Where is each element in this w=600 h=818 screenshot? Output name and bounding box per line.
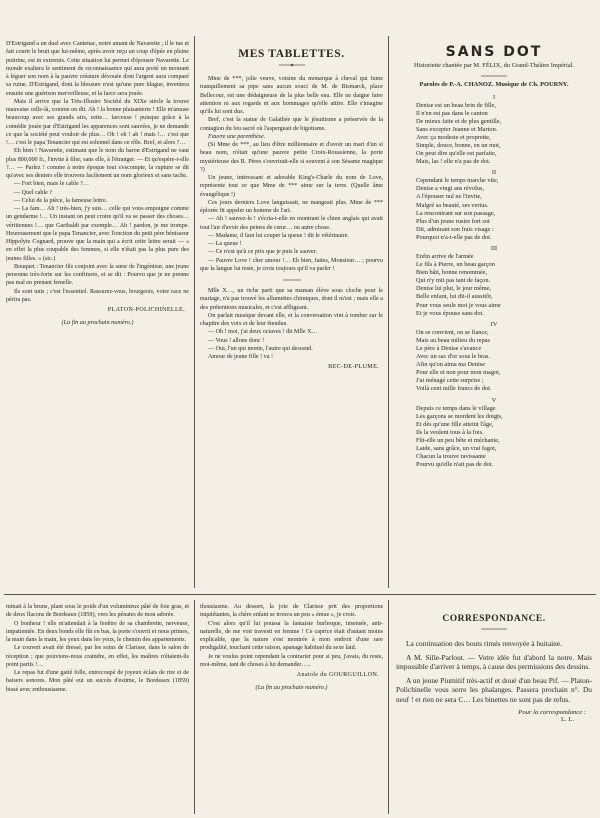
verse-line: Depuis ce temps dans le village <box>416 404 496 412</box>
paragraph: Mlle X…, un riche parti que sa maman élève sous cloche pour le mariage, n'a pas trouvé les allumettes chimiques, dont il m'est ; mais elle a des prétentions musicales, et c'est affligeant. <box>200 288 383 311</box>
verse-line: Cependant le temps marche vite, <box>416 177 499 185</box>
paragraph: — Fort bien, mais le cable ?… <box>14 181 89 188</box>
author-signature: BEC-DE-PLUME. <box>328 363 379 371</box>
verse-line: Simple, douce, bonne, en un mot, <box>416 141 501 149</box>
song-credits: Paroles de P.-A. CHANOZ. Musique de Ch. POURNY. <box>419 80 569 88</box>
verse-line: Dit, admirant son frais visage : <box>416 225 494 233</box>
paragraph: C'est alors qu'il lui poussa la fantaisie burlesque, insensée, anti-naturelle, de me voir travesti en femme ! Ce caprice était d'autant moins explicable, que la nature s'est montrée à mon endroit d'une rare prodigalité, touchant cette raison, apanage habituel du sexe laid. <box>200 620 383 652</box>
verse-line: La rencontrant sur son passage, <box>416 209 496 217</box>
verse-line: Malgré sa beauté, ses vertus. <box>416 201 489 209</box>
stanza-number: III <box>490 245 498 252</box>
verse-line: Laide, sans grâce, un vrai fagot, <box>416 444 497 452</box>
verse-line: Ils la veulent tous à la fois. <box>416 428 484 436</box>
verse-line: Chacun la trouve ravissante <box>416 453 486 461</box>
column-divider <box>194 36 195 588</box>
verse-line: Le père à Denise s'avance <box>416 344 482 352</box>
paragraph: — Ah ! sauvez-le ! s'écria-t-elle en montrant le chien anglais qui avait tout l'air d'avoir des peines de cœur… ou autre chose. <box>200 216 383 231</box>
paragraph: Ces jours derniers Love languissait, ne mangeait plus. Mme de *** éplorée fit appeler un homme de l'art. <box>200 199 383 214</box>
paragraph: Amour de jeune fille ! va ! <box>208 354 273 360</box>
verse-line: Fût-elle un peu bête et méchante, <box>416 436 500 444</box>
verse-line: Afin qu'on aima ma Denise <box>416 361 485 369</box>
song-subtitle: Historiette chantée par M. FÉLIX, du Grand-Théâtre Impérial. <box>413 62 575 69</box>
column-tablettes <box>200 36 383 588</box>
verse-line: Le fils à Pierre, un beau garçon <box>416 261 495 269</box>
separator-icon <box>279 278 305 282</box>
verse-line: Les garçons se mordent les doigts, <box>416 412 503 420</box>
verse-line: Belle enfant, lui dit-il aussitôt, <box>416 293 493 301</box>
paragraph: Bouquet : Tenancier fils conjoint avec la sœur de l'ingénieur, une jeune personne très-forte sur les confitures, et se dit : Pourvu que je ne prenne pas mal en prenant femelle. <box>6 263 189 287</box>
verse-line: On se convient, on se fiance, <box>416 328 489 336</box>
stanza-number: IV <box>490 320 498 328</box>
author-signature: Anatole du GOURGUILLON. <box>296 671 379 678</box>
verse-line: J'ai ménagé cette surprise ; <box>416 377 484 385</box>
paragraph: — La queue ! <box>208 241 242 247</box>
verse-line: Sans excepter Jeanne et Marton. <box>416 125 498 133</box>
verse-line: Il n'en est pas dans le canton <box>416 109 488 117</box>
paragraph: La continuation des bouts rimés renvoyée à huitaine. <box>406 639 562 648</box>
verse-line: A l'épouser nul ne l'invite, <box>416 193 482 201</box>
paragraph: — Ce n'est qu'à ce prix que je puis le sauver. <box>208 249 317 256</box>
paragraph: — Pauvre Love ! cher amour !… Eh bien, faites, Monsieur… ; pourvu que la langue lui reste, je crois toujours qu'il va parler ! <box>200 257 383 272</box>
verse-line: Pourquoi n'a-t-elle pas de dot. <box>416 233 492 241</box>
verse-line: Enfin arrive de l'armée <box>416 253 474 260</box>
paragraph: Le repas fut d'une gaité folle, entrecoupé de joyeux éclats de rire et de baisers sonores. Mon pâté eut un succès d'estime, le Bordeaux (1859) bissé avec enthousiasme. <box>6 670 189 693</box>
paragraph: Mais il arrive que la Très-Illustre Société du XIXe siècle la trouve mauvaise celle-là, comme on dit. Ah ! la bonne plaisanterie ! Elle m'amuse beaucoup avec ses grands airs, cette… farceuse ! puisque grâce à la comédie jouée par d'Estrigand les apparences sont sauvées, je ne demande ce que la société peut vouloir de plus… Oh ! oh ! ah ! mais !… c'est que !… c'est le papa Tenancier qui est solennel dans ce rôle. Bref, et alors ?… <box>6 98 189 146</box>
paragraph: Fauvre une parenthèse. <box>208 133 266 140</box>
stanza-number: I <box>492 93 496 101</box>
verse-line: Mais, las ! elle n'a pas de dot. <box>416 158 491 166</box>
verse-line: De mieux faite et de plus gentille, <box>416 117 502 125</box>
signature-line: Pour la correspondance : <box>518 708 586 716</box>
paragraph: — Vous ! allons donc ! <box>208 337 265 344</box>
paragraph: Un jeune, intéressant et adorable King's-Charle du nom de Love, représente tout ce que Mme de *** aime sur la terre. (Quelle âme évangélique !) <box>200 175 383 198</box>
paragraph: — Oui, l'un qui monte, l'autre qui descend. <box>208 345 313 352</box>
stanza-number: II <box>491 169 497 177</box>
column-song <box>394 36 594 588</box>
verse-line: Pourvu qu'elle n'ait pas de dot. <box>416 461 494 469</box>
paragraph: Je ne voulus point cependant la contrarier pour si peu, j'avais, du reste, moi-même, tant de choses à lui demander….. <box>200 653 383 668</box>
paragraph: Mme de ***, jolie veuve, voisine du monarque à cheval qui fume tranquillement sa pipe sans aucun souci de M. de Bismarck, place Bellecour, est une dédaigneuse de la plus belle eau. Elle ne daigne faire attention ni aux regards ni aux hommages qu'elle attire. Elle s'imagine qu'ils lui sont dus. <box>200 76 383 115</box>
verse-line: Avec ça modeste et proprette, <box>416 133 491 141</box>
column-feuilleton <box>6 603 189 813</box>
paragraph: On parlait musique devant elle, et la conversation vint à tomber sur le chapitre des voix et de leur étendue. <box>200 312 383 327</box>
verse-line: Avec un sac d'or sous le bras. <box>416 353 490 361</box>
paragraph: Bref, c'est la statue de Galathée que le jésuitisme a préservée de la contagion du feu sacré où l'aspergeait de bigotisme. <box>200 117 383 132</box>
verse-line: Denise a vingt ans révolus, <box>416 185 485 193</box>
verse-line: Et dès qu'une fille atteint l'âge, <box>416 420 494 428</box>
verse-line: Plus d'un jeune rustre fort sot <box>416 217 490 225</box>
column-feuilleton-cont <box>200 603 383 813</box>
verse-line: On peut dire qu'elle est parfaite, <box>416 150 497 158</box>
column-divider <box>194 600 195 814</box>
paragraph: (Si Mme de ***, au lieu d'être millionnaire et d'avoir un mari d'un si beau nom, n'était qu'une pauvre petite Croix-Roussienne, la porte mystérieuse des R. Pères s'ouvrirait-elle si souvent à son Sésame magique ?) <box>200 142 383 173</box>
author-signature: PLATON-POLICHINELLE. <box>107 306 185 313</box>
paragraph: A un jeune Piumitif très-actif et doué d'un beau Pif. — Platon-Polichinelle vous serre les phalanges. Passera prochain n°. Du neuf ! et rien ne sera C… Les binettes ne sont pas de refus. <box>396 675 592 704</box>
continued-note: (La fin au prochain numéro.) <box>61 319 134 326</box>
paragraph: Ils sont unis ; c'est l'essentiel. Rassurez-vous, bourgeois, votre race ne périra pas. <box>6 288 189 303</box>
column-review <box>6 40 189 584</box>
verse-line: Mais au beau milieu du repas <box>416 336 490 344</box>
paragraph: — La fam… Ah ! très-bien, j'y suis… celle qui vous empoigne comme un gendarme !… Un instant on peut croire qu'il va se passer des choses… véritiennes !… que Garibaldi par exemple… Ah ! pardon, je me trompe. Heureusement que le papa Tenancier, avec l'onction du petit père bénisseur Hippolyte Cognard, prouve que la main qui a écrit cette lettre serait — « en effet la plus coupable des femmes, si elle n'était pas la plus pure des jeunes filles. » (sic.) <box>6 206 189 262</box>
paragraph: — Oh ! moi, j'ai deux octaves ! dit Mlle X… <box>208 329 318 336</box>
paragraph: thousiasme. Au dessert, la joie de Clarisse prit des proportions inquiétantes, la chère enfant se trouva un peu « émue », je crois. <box>200 604 383 619</box>
paragraph: A M. Sille-Parlout. — Votre idée fut d'abord la notre. Mais impossible d'arriver à temps, à cause des permissions des dessins. <box>396 652 592 672</box>
review-text <box>6 40 189 304</box>
paragraph: — Celui de la pièce, la fameuse lettre. <box>14 197 108 204</box>
paragraph: D'Estrigand a un duel avec Cantenac, notre amant de Navarette ; il le tue et fait courir le bruit que lui-même, après avoir reçu un coup d'épée en pleine poitrine, est in extremis. Cette situation lui permet d'épouser Navarette. Le monde exaltera le sentiment de reconnaissance qui aura porté un mourant à léguer son nom à la pauvre créature dévouée dont l'argent aura comparé sa ruine. D'Estrigand, dont la blessure n'est qu'une pure blague, inventera ensuite une guérison merveilleuse, et la farce sera jouée. <box>6 41 189 97</box>
column-correspondance <box>396 600 592 814</box>
paragraph: — Quel cable ? <box>14 189 53 196</box>
verse-line: Pour elle et non pour mon magot, <box>416 369 501 377</box>
verse-line: Bien bâti, bonne renommée, <box>416 269 488 277</box>
verse-line: Denise lui plut, le jour même, <box>416 285 492 293</box>
verse-line: Et je vous épouse sans dot. <box>416 309 484 317</box>
verse-line: Denise est un beau brin de fille, <box>416 101 496 109</box>
continued-note: (La fin au prochain numéro.) <box>255 684 328 691</box>
column-divider <box>388 600 389 814</box>
paragraph: — Madame, il faut lui couper la queue ! dit le vétérinaire. <box>208 232 349 239</box>
ornament-icon <box>481 74 507 78</box>
section-title: CORRESPONDANCE. <box>442 614 546 624</box>
paragraph: Le couvert avait été dressé, par les soins de Clarisse, dans le salon de réception ; que pouvions-nous craindre, en effet, les maîtres n'étaient-ils point partis !… <box>6 645 189 668</box>
verse-line: Pour vous seule moi je vous aime <box>416 301 501 309</box>
verse-line: Qui n'y mit pas tant de façon. <box>416 277 491 285</box>
paragraph: O bonheur ! elle m'attendait à la fenêtre de sa chambrette, nerveuse, impatientée. En deux bonds elle fût en bas, la porte s'ouvrit et nous primes, la main dans la main, les yeux dans les yeux, le chemin des appartements. <box>6 620 189 643</box>
section-title: MES TABLETTES. <box>238 48 345 60</box>
song-title: SANS DOT <box>445 44 543 60</box>
column-divider <box>388 36 389 588</box>
paragraph: minait à la brune, plant sous le poids d'un volumineux pâté de foie gras, et de deux flacons de Bordeaux (1859), vers les pénates de mon adorée. <box>6 604 189 619</box>
ornament-icon <box>481 627 507 631</box>
verse-line: Voilà cent mille francs de dot. <box>416 385 492 393</box>
stanza-number: V <box>491 396 497 404</box>
paragraph: Eh bien ! Navarette, estimant que le nom du baron d'Estrigand ne vaut plus 800,000 fr., l'invite à filer, sans elle, à l'étranger. — Et qu'espère-t-elle ?… — Parlez ! comme à notre époque tout s'escompte, la rupture se dit qu'avec ses deniers elle trouvera facilement un nom glorieux et sans tache. <box>6 148 189 179</box>
author-signature: L. L. <box>560 715 574 723</box>
section-divider <box>4 594 596 595</box>
